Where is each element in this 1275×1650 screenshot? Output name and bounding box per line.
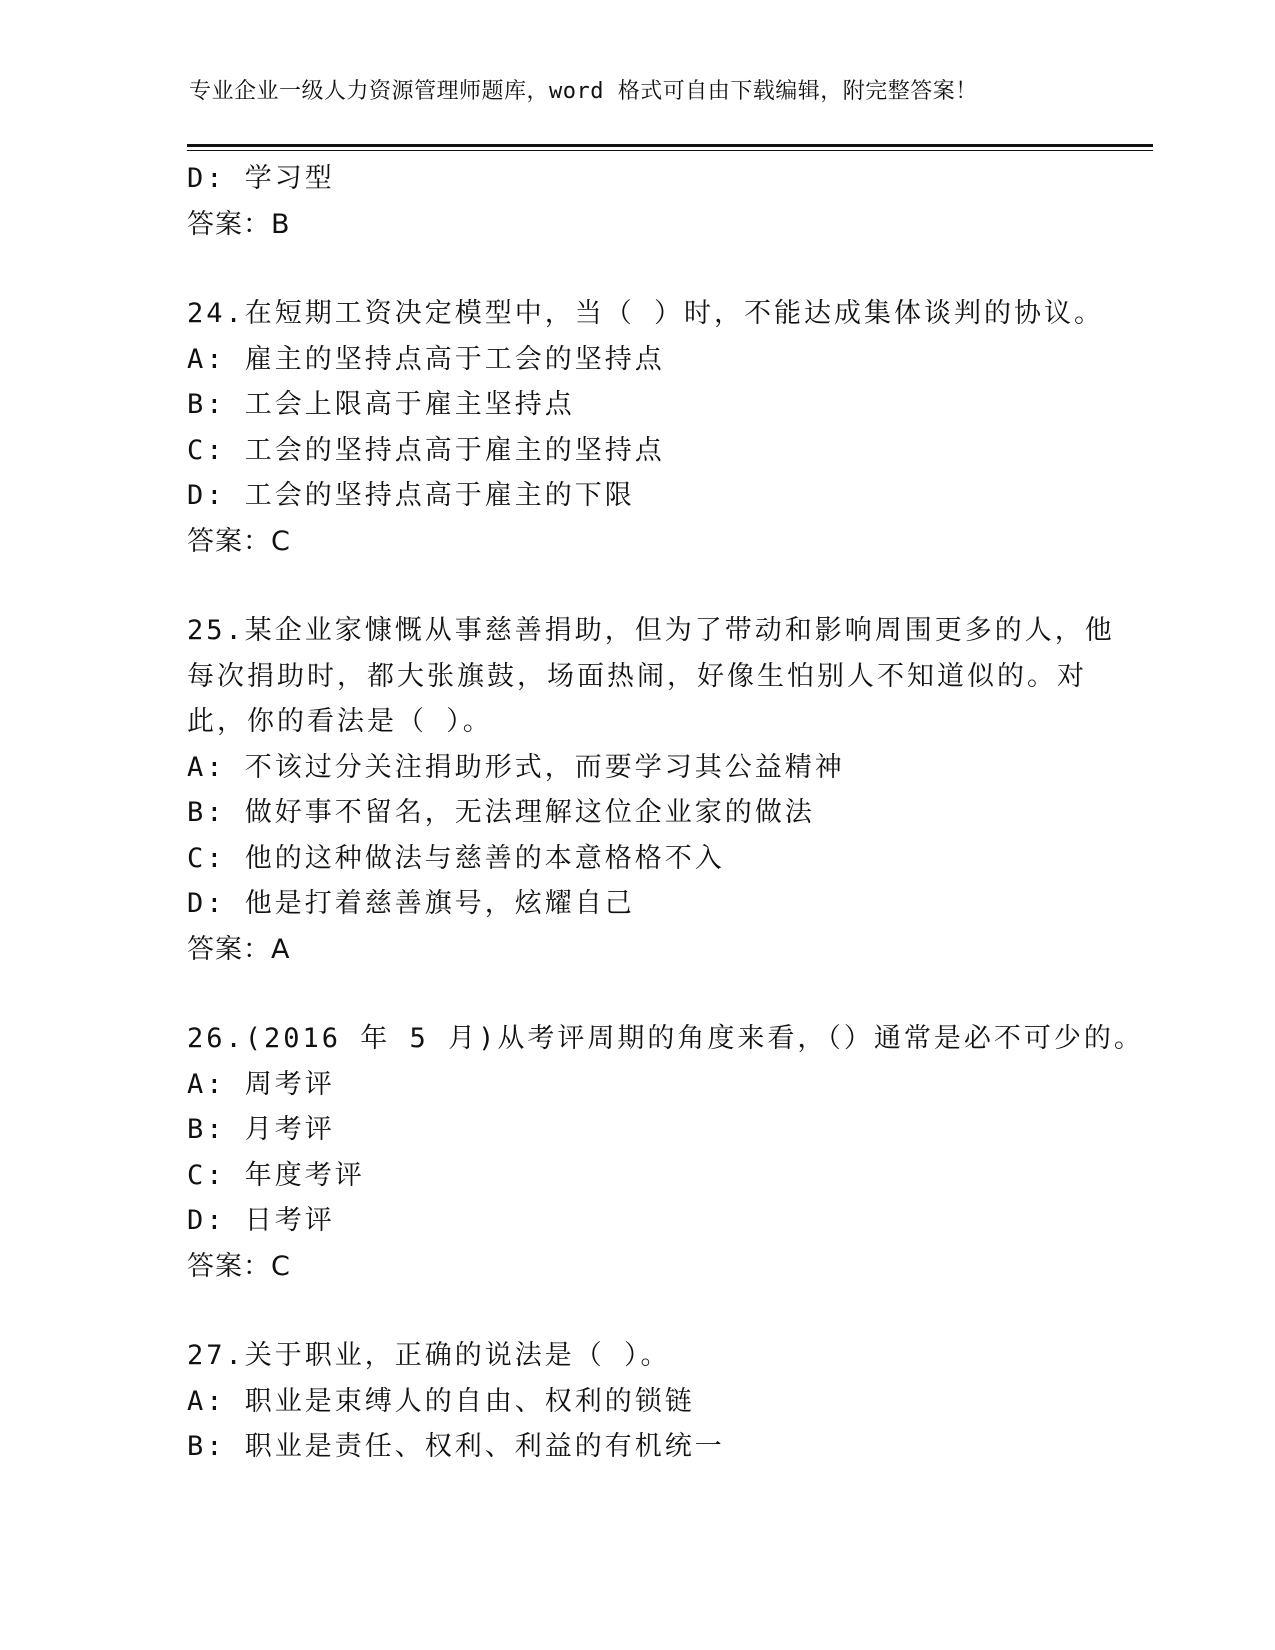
answer-line: 答案：C xyxy=(187,525,291,557)
option-a: A: 雇主的坚持点高于工会的坚持点 xyxy=(187,343,665,375)
option-d: D: 他是打着慈善旗号，炫耀自己 xyxy=(187,888,635,919)
question-block-24 xyxy=(187,291,1147,564)
option-c: C: 他的这种做法与慈善的本意格格不入 xyxy=(187,842,725,874)
option-line: D: 学习型 xyxy=(187,163,335,194)
option-b: B: 月考评 xyxy=(187,1114,335,1145)
question-block-27 xyxy=(187,1333,1147,1470)
option-a: A: 职业是束缚人的自由、权利的锁链 xyxy=(187,1385,695,1417)
question-list xyxy=(187,156,1147,1470)
answer-line: 答案：A xyxy=(187,933,291,965)
option-c: C: 工会的坚持点高于雇主的坚持点 xyxy=(187,434,665,466)
question-text: 24.在短期工资决定模型中，当（ ）时，不能达成集体谈判的协议。 xyxy=(187,298,1105,329)
question-text: 26.(2016 年 5 月)从考评周期的角度来看，（）通常是必不可少的。 xyxy=(187,1023,1144,1054)
question-block-26 xyxy=(187,1016,1147,1289)
option-b: B: 做好事不留名，无法理解这位企业家的做法 xyxy=(187,797,815,828)
answer-line: 答案：C xyxy=(187,1250,291,1282)
question-text: 25.某企业家慷慨从事慈善捐助，但为了带动和影响周围更多的人，他 xyxy=(187,615,1115,646)
question-text: 每次捐助时，都大张旗鼓，场面热闹，好像生怕别人不知道似的。对 xyxy=(187,660,1087,692)
answer-line: 答案：B xyxy=(187,208,291,240)
option-b: B: 职业是责任、权利、利益的有机统一 xyxy=(187,1431,725,1462)
option-d: D: 工会的坚持点高于雇主的下限 xyxy=(187,480,635,511)
question-text: 此，你的看法是（ ）。 xyxy=(187,706,493,737)
question-block-25 xyxy=(187,608,1147,972)
question-text: 27.关于职业，正确的说法是（ ）。 xyxy=(187,1340,671,1371)
option-c: C: 年度考评 xyxy=(187,1159,365,1191)
page-header: 专业企业一级人力资源管理师题库，word 格式可自由下载编辑，附完整答案！ xyxy=(189,79,978,104)
header-rule xyxy=(187,144,1153,151)
option-a: A: 周考评 xyxy=(187,1068,335,1100)
option-d: D: 日考评 xyxy=(187,1205,335,1236)
question-block-prev xyxy=(187,156,1147,247)
option-a: A: 不该过分关注捐助形式，而要学习其公益精神 xyxy=(187,751,845,783)
option-b: B: 工会上限高于雇主坚持点 xyxy=(187,389,575,420)
